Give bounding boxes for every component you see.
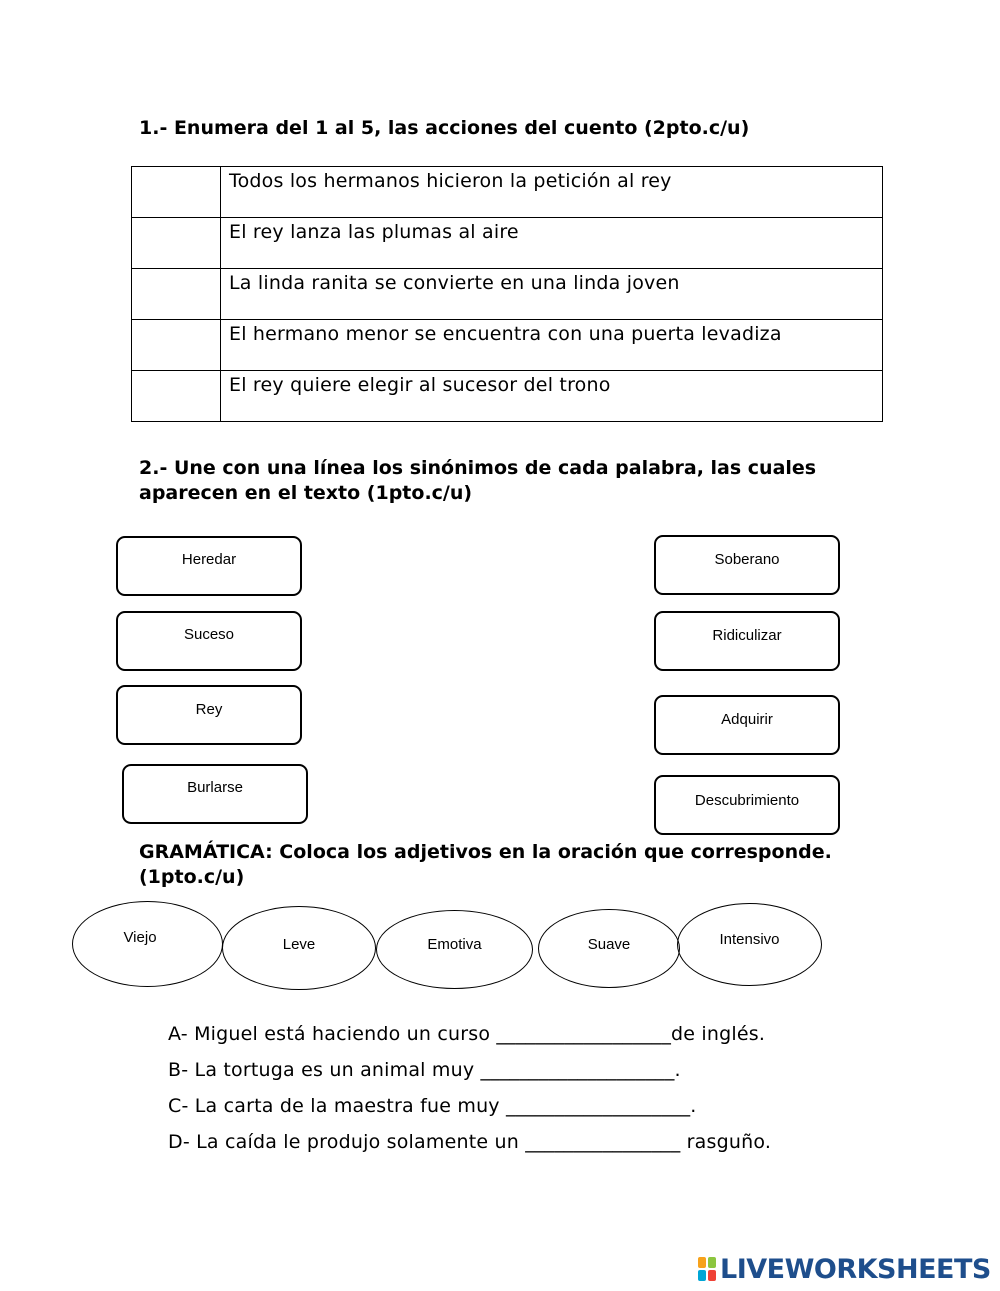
order-number-cell[interactable] [132,269,221,320]
logo-tile [698,1270,706,1281]
word-box-heredar[interactable]: Heredar [116,536,302,596]
sentence-b[interactable]: B- La tortuga es un animal muy ____________________. [168,1059,681,1081]
sentence-d[interactable]: D- La caída le produjo solamente un ________________ rasguño. [168,1131,772,1153]
synonym-box-descubrimiento[interactable]: Descubrimiento [654,775,840,835]
adjective-oval-intensivo[interactable] [677,903,822,986]
synonym-box-ridiculizar[interactable]: Ridiculizar [654,611,840,671]
action-text: El rey quiere elegir al sucesor del trono [221,371,883,422]
order-number-cell[interactable] [132,167,221,218]
adjective-oval-leve[interactable] [222,906,376,990]
adjective-oval-viejo[interactable] [72,901,223,987]
table-row [132,167,883,218]
adjective-label: Leve [282,936,316,953]
logo-text: LIVEWORKSHEETS [720,1253,991,1285]
grammar-title: GRAMÁTICA: Coloca los adjetivos en la oración que corresponde. (1pto.c/u) [139,841,832,888]
table-row [132,371,883,422]
table-row [132,269,883,320]
logo-tile [698,1257,706,1268]
order-number-cell[interactable] [132,371,221,422]
adjective-label: Intensivo [719,931,780,948]
section2-title: 2.- Une con una línea los sinónimos de cada palabra, las cuales aparecen en el texto (1pto.c/u) [139,457,817,504]
liveworksheets-logo [697,1253,991,1285]
adjective-label: Suave [587,936,631,953]
sentence-a[interactable]: A- Miguel está haciendo un curso __________________de inglés. [168,1023,766,1045]
logo-tile [708,1270,716,1281]
action-text: El rey lanza las plumas al aire [221,218,883,269]
adjective-oval-suave[interactable] [538,909,680,988]
logo-mark-icon [697,1256,717,1282]
adjective-label: Emotiva [427,936,482,953]
table-row [132,320,883,371]
action-text: La linda ranita se convierte en una linda joven [221,269,883,320]
action-text: El hermano menor se encuentra con una puerta levadiza [221,320,883,371]
sentence-c[interactable]: C- La carta de la maestra fue muy ___________________. [168,1095,697,1117]
order-number-cell[interactable] [132,218,221,269]
word-box-rey[interactable]: Rey [116,685,302,745]
section1-title: 1.- Enumera del 1 al 5, las acciones del cuento (2pto.c/u) [139,117,750,139]
synonym-box-soberano[interactable]: Soberano [654,535,840,595]
word-box-burlarse[interactable]: Burlarse [122,764,308,824]
table-row [132,218,883,269]
logo-tile [708,1257,716,1268]
adjective-oval-emotiva[interactable] [376,910,533,989]
synonym-box-adquirir[interactable]: Adquirir [654,695,840,755]
action-text: Todos los hermanos hicieron la petición al rey [221,167,883,218]
word-box-suceso[interactable]: Suceso [116,611,302,671]
adjective-label: Viejo [123,929,157,946]
order-number-cell[interactable] [132,320,221,371]
order-table [131,166,883,422]
